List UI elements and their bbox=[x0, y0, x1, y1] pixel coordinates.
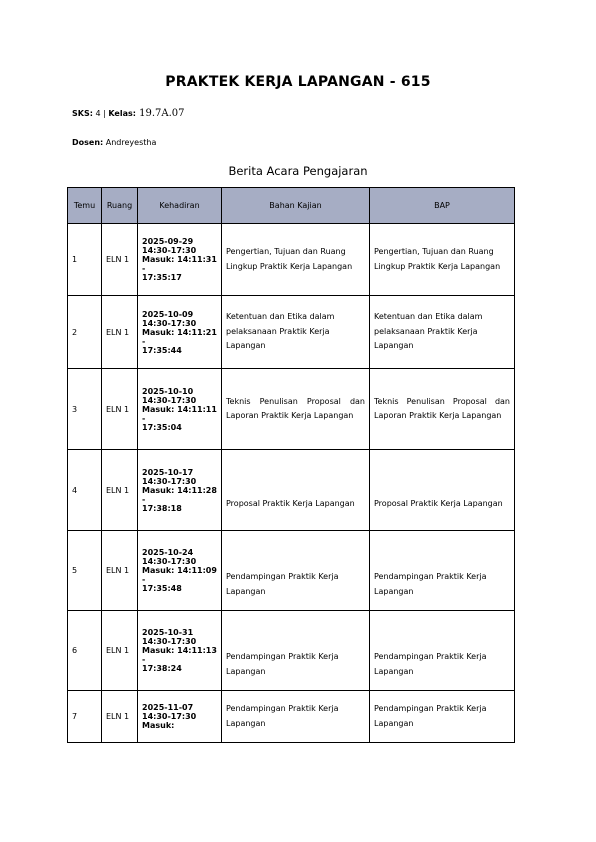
cell-temu: 7 bbox=[68, 691, 102, 743]
table-row bbox=[68, 531, 515, 611]
cell-bap: Pendampingan Praktik Kerja Lapangan bbox=[370, 531, 515, 611]
cell-kehadiran bbox=[138, 224, 222, 296]
table-row bbox=[68, 611, 515, 691]
cell-ruang: ELN 1 bbox=[102, 531, 138, 611]
kehadiran-time: 14:30-17:30 bbox=[142, 318, 197, 328]
kehadiran-masuk: Masuk: 14:11:28 - bbox=[142, 485, 217, 504]
cell-bahan-kajian: Proposal Praktik Kerja Lapangan bbox=[222, 450, 370, 531]
cell-temu: 2 bbox=[68, 296, 102, 369]
cell-ruang: ELN 1 bbox=[102, 296, 138, 369]
cell-bap: Pendampingan Praktik Kerja Lapangan bbox=[370, 691, 515, 743]
cell-temu: 5 bbox=[68, 531, 102, 611]
header-temu: Temu bbox=[68, 188, 102, 224]
kehadiran-time: 14:30-17:30 bbox=[142, 557, 197, 566]
kehadiran-masuk: Masuk: 14:11:09 - bbox=[142, 566, 217, 584]
cell-temu: 1 bbox=[68, 224, 102, 296]
cell-bahan-kajian: Pendampingan Praktik Kerja Lapangan bbox=[222, 691, 370, 743]
cell-ruang: ELN 1 bbox=[102, 369, 138, 450]
header-bap: BAP bbox=[370, 188, 515, 224]
cell-kehadiran bbox=[138, 611, 222, 691]
kehadiran-masuk: Masuk: 14:11:13 - bbox=[142, 646, 217, 664]
kehadiran-time: 14:30-17:30 bbox=[142, 246, 197, 255]
kehadiran-masuk: Masuk: 14:11:11 - bbox=[142, 404, 217, 423]
section-title: Berita Acara Pengajaran bbox=[228, 164, 368, 178]
cell-bahan-kajian: Pendampingan Praktik Kerja Lapangan bbox=[222, 531, 370, 611]
kelas-value: 19.7A.07 bbox=[135, 108, 185, 119]
kehadiran-time: 14:30-17:30 bbox=[142, 395, 197, 405]
cell-bahan-kajian: Pengertian, Tujuan dan Ruang Lingkup Praktik Kerja Lapangan bbox=[222, 224, 370, 296]
cell-kehadiran bbox=[138, 369, 222, 450]
kehadiran-keluar: 17:35:04 bbox=[142, 422, 182, 432]
table-row bbox=[68, 224, 515, 296]
cell-bahan-kajian: Teknis Penulisan Proposal dan Laporan Praktik Kerja Lapangan bbox=[222, 369, 370, 450]
bap-table bbox=[67, 187, 515, 743]
kehadiran-keluar: 17:35:48 bbox=[142, 584, 182, 593]
cell-bap: Proposal Praktik Kerja Lapangan bbox=[370, 450, 515, 531]
dosen-label: Dosen: bbox=[72, 138, 104, 147]
cell-bap: Teknis Penulisan Proposal dan Laporan Praktik Kerja Lapangan bbox=[370, 369, 515, 450]
cell-kehadiran bbox=[138, 296, 222, 369]
table-header-row bbox=[68, 188, 515, 224]
page-title: PRAKTEK KERJA LAPANGAN - 615 bbox=[165, 74, 431, 90]
kehadiran-masuk: Masuk: bbox=[142, 721, 175, 730]
cell-bahan-kajian: Pendampingan Praktik Kerja Lapangan bbox=[222, 611, 370, 691]
kehadiran-keluar: 17:38:24 bbox=[142, 664, 182, 673]
kelas-label: Kelas: bbox=[108, 109, 136, 118]
kehadiran-date: 2025-09-29 bbox=[142, 237, 194, 246]
kehadiran-date: 2025-10-31 bbox=[142, 628, 194, 637]
sks-label: SKS: bbox=[72, 109, 93, 118]
cell-ruang: ELN 1 bbox=[102, 691, 138, 743]
lecturer-meta bbox=[72, 138, 156, 147]
table-row bbox=[68, 369, 515, 450]
cell-temu: 3 bbox=[68, 369, 102, 450]
cell-bahan-kajian: Ketentuan dan Etika dalam pelaksanaan Praktik Kerja Lapangan bbox=[222, 296, 370, 369]
table-row bbox=[68, 450, 515, 531]
kehadiran-date: 2025-10-10 bbox=[142, 386, 194, 396]
cell-bap: Pengertian, Tujuan dan Ruang Lingkup Praktik Kerja Lapangan bbox=[370, 224, 515, 296]
cell-ruang: ELN 1 bbox=[102, 224, 138, 296]
cell-bap: Pendampingan Praktik Kerja Lapangan bbox=[370, 611, 515, 691]
kehadiran-masuk: Masuk: 14:11:21 - bbox=[142, 327, 217, 346]
cell-kehadiran bbox=[138, 531, 222, 611]
cell-kehadiran bbox=[138, 691, 222, 743]
kehadiran-date: 2025-10-09 bbox=[142, 309, 194, 319]
kehadiran-time: 14:30-17:30 bbox=[142, 637, 197, 646]
cell-temu: 6 bbox=[68, 611, 102, 691]
kehadiran-keluar: 17:35:17 bbox=[142, 273, 182, 282]
cell-ruang: ELN 1 bbox=[102, 450, 138, 531]
header-bahan-kajian: Bahan Kajian bbox=[222, 188, 370, 224]
header-ruang: Ruang bbox=[102, 188, 138, 224]
kehadiran-keluar: 17:38:18 bbox=[142, 503, 182, 513]
header-kehadiran: Kehadiran bbox=[138, 188, 222, 224]
kehadiran-date: 2025-11-07 bbox=[142, 703, 194, 712]
sks-value: 4 | bbox=[92, 109, 109, 118]
course-meta bbox=[72, 108, 185, 119]
table-row bbox=[68, 691, 515, 743]
table-row bbox=[68, 296, 515, 369]
cell-ruang: ELN 1 bbox=[102, 611, 138, 691]
kehadiran-masuk: Masuk: 14:11:31 - bbox=[142, 255, 217, 273]
kehadiran-date: 2025-10-24 bbox=[142, 548, 194, 557]
kehadiran-time: 14:30-17:30 bbox=[142, 476, 197, 486]
kehadiran-time: 14:30-17:30 bbox=[142, 712, 197, 721]
kehadiran-date: 2025-10-17 bbox=[142, 467, 194, 477]
dosen-value: Andreyestha bbox=[103, 138, 157, 147]
cell-kehadiran bbox=[138, 450, 222, 531]
cell-temu: 4 bbox=[68, 450, 102, 531]
kehadiran-keluar: 17:35:44 bbox=[142, 345, 182, 355]
cell-bap: Ketentuan dan Etika dalam pelaksanaan Praktik Kerja Lapangan bbox=[370, 296, 515, 369]
